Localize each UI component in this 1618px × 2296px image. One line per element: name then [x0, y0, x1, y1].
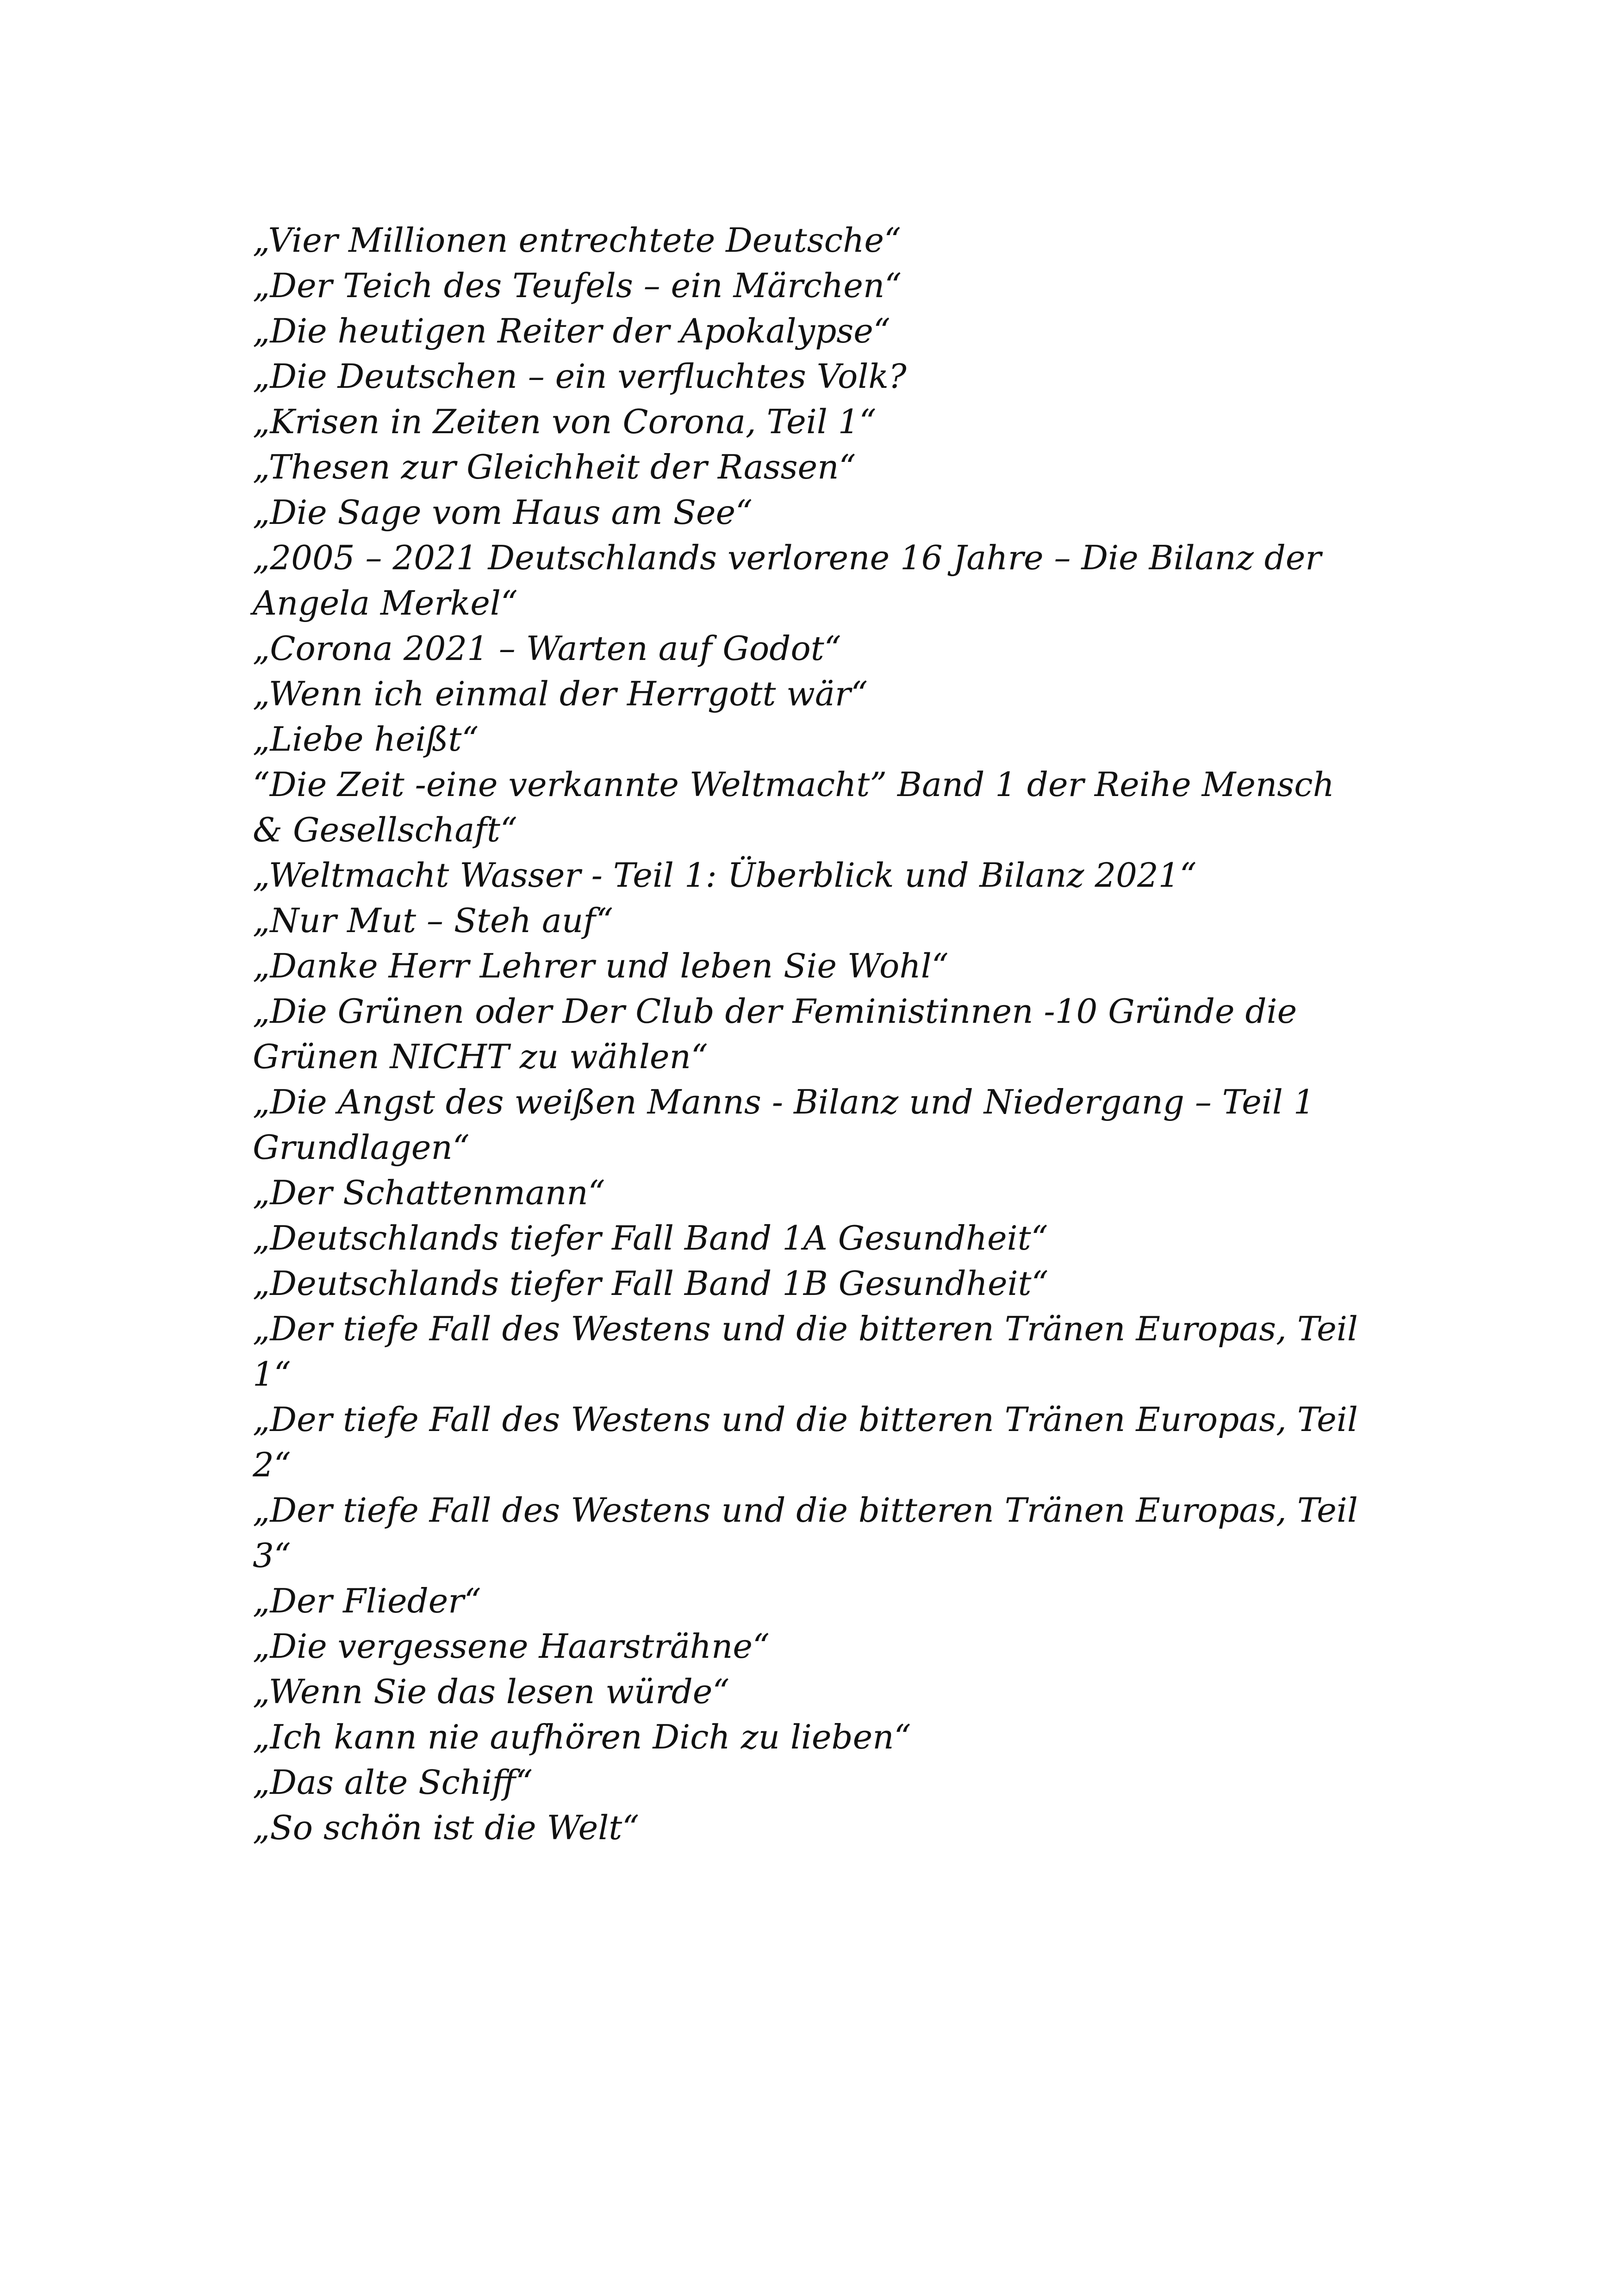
list-item: „Die heutigen Reiter der Apokalypse“: [253, 311, 890, 350]
list-item: „Der Schattenmann“: [253, 1173, 605, 1212]
list-item: „Das alte Schiff“: [253, 1763, 533, 1802]
list-item: „Weltmacht Wasser - Teil 1: Überblick und Bilanz 2021“: [253, 856, 1197, 895]
list-item: „Der tiefe Fall des Westens und die bitteren Tränen Europas, Teil 3“: [253, 1491, 1358, 1575]
list-item: „Ich kann nie aufhören Dich zu lieben“: [253, 1717, 911, 1756]
list-item: „Danke Herr Lehrer und leben Sie Wohl“: [253, 946, 949, 985]
list-item: „Die Angst des weißen Manns - Bilanz und Niedergang – Teil 1 Grundlagen“: [253, 1083, 1315, 1167]
list-item: „Die vergessene Haarsträhne“: [253, 1627, 770, 1666]
list-item: „Krisen in Zeiten von Corona, Teil 1“: [253, 402, 877, 441]
list-item: „Liebe heißt“: [253, 720, 479, 759]
list-item: „Wenn Sie das lesen würde“: [253, 1672, 730, 1711]
list-item: „Die Sage vom Haus am See“: [253, 493, 753, 532]
list-item: „Nur Mut – Steh auf“: [253, 901, 613, 940]
list-item: „2005 – 2021 Deutschlands verlorene 16 Jahre – Die Bilanz der Angela Merkel“: [253, 538, 1321, 622]
list-item: „Der tiefe Fall des Westens und die bitteren Tränen Europas, Teil 2“: [253, 1400, 1358, 1484]
list-item: „Die Deutschen – ein verfluchtes Volk?: [253, 357, 907, 396]
list-item: „Der Flieder“: [253, 1581, 481, 1620]
list-item: „Deutschlands tiefer Fall Band 1A Gesundheit“: [253, 1219, 1048, 1257]
list-item: „Wenn ich einmal der Herrgott wär“: [253, 674, 868, 713]
list-item: „Thesen zur Gleichheit der Rassen“: [253, 448, 856, 486]
list-item: „Die Grünen oder Der Club der Feministinnen -10 Gründe die Grünen NICHT zu wählen“: [253, 992, 1297, 1076]
list-item: „So schön ist die Welt“: [253, 1808, 640, 1847]
list-item: „Corona 2021 – Warten auf Godot“: [253, 629, 841, 668]
list-item: „Deutschlands tiefer Fall Band 1B Gesundheit“: [253, 1264, 1049, 1303]
list-item: “Die Zeit -eine verkannte Weltmacht” Band 1 der Reihe Mensch & Gesellschaft“: [253, 765, 1334, 849]
list-item: „Der tiefe Fall des Westens und die bitteren Tränen Europas, Teil 1“: [253, 1309, 1358, 1394]
book-title-list: [253, 218, 1373, 1850]
list-item: „Vier Millionen entrechtete Deutsche“: [253, 221, 901, 260]
list-item: „Der Teich des Teufels – ein Märchen“: [253, 266, 902, 305]
